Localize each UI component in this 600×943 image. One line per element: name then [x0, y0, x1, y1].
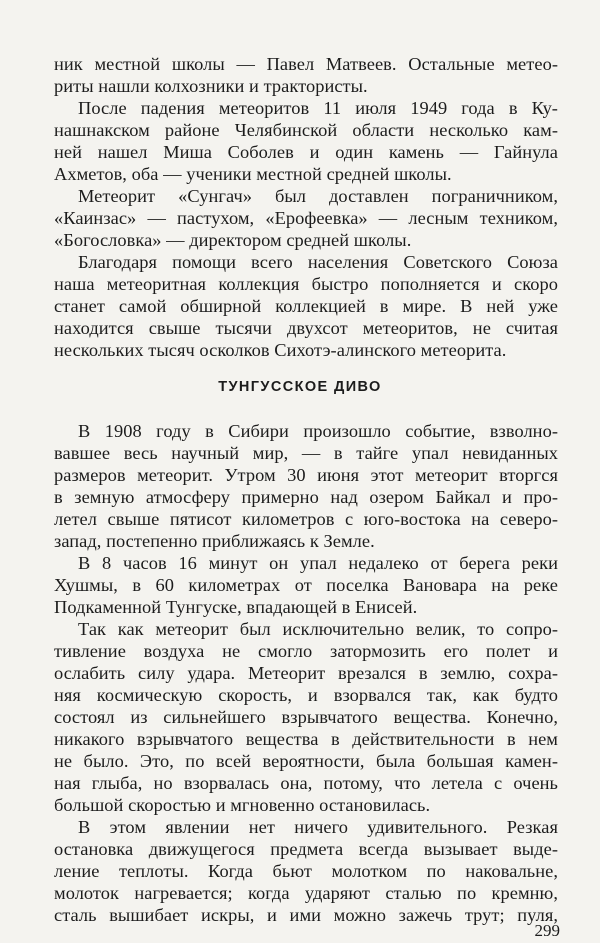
text-line: ней нашел Миша Соболев и один камень — Гайнула [54, 142, 558, 162]
text-line: Подкаменной Тунгуске, впадающей в Енисей. [54, 597, 418, 617]
text-line: вавшее весь научный мир, — в тайге упал невиданных [54, 443, 558, 463]
text-line: В 8 часов 16 минут он упал недалеко от берега реки [78, 553, 558, 573]
text-line: ная глыба, но взорвалась она, потому, что летела с очень [54, 773, 558, 793]
text-line: наша метеоритная коллекция быстро пополняется и скоро [54, 274, 558, 294]
text-line: «Богословка» — директором средней школы. [54, 230, 412, 250]
text-line: нескольких тысяч осколков Сихотэ-алинского метеорита. [54, 340, 507, 360]
text-line: няя космическую скорость, и взорвался так, как будто [54, 685, 558, 705]
text-line: риты нашли колхозники и трактористы. [54, 76, 368, 96]
text-line: запад, постепенно приближаясь к Земле. [54, 531, 375, 551]
text-line: В этом явлении нет ничего удивительного. Резкая [78, 817, 558, 837]
text-line: В 1908 году в Сибири произошло событие, взволно- [78, 421, 558, 441]
text-line: После падения метеоритов 11 июля 1949 года в Ку- [78, 98, 558, 118]
text-line: Хушмы, в 60 километрах от поселка Вановара на реке [54, 575, 558, 595]
text-line: летел свыше пятисот километров с юго-востока на северо- [54, 509, 558, 529]
text-line: находится свыше тысячи двухсот метеоритов, не считая [54, 318, 558, 338]
text-line: Ахметов, оба — ученики местной средней школы. [54, 164, 452, 184]
section-heading: ТУНГУССКОЕ ДИВО [218, 379, 382, 395]
text-line: состоял из сильнейшего взрывчатого вещества. Конечно, [54, 707, 558, 727]
text-line: нашнакском районе Челябинской области несколько кам- [54, 120, 558, 140]
text-line: ослабить силу удара. Метеорит врезался в землю, сохра- [54, 663, 558, 683]
text-line: не было. Это, по всей вероятности, была большая камен- [54, 751, 558, 771]
text-line: ник местной школы — Павел Матвеев. Остальные метео- [54, 54, 558, 74]
text-line: «Каинзас» — пастухом, «Ерофеевка» — лесным техником, [54, 208, 558, 228]
page-number: 299 [534, 921, 560, 940]
text-line: остановка движущегося предмета всегда вызывает выде- [54, 839, 558, 859]
text-line: в земную атмосферу примерно над озером Байкал и про- [54, 487, 558, 507]
text-line: ление теплоты. Когда бьют молотком по наковальне, [54, 861, 558, 881]
text-line: никакого взрывчатого вещества в действительности в нем [54, 729, 558, 749]
text-line: сталь вышибает искры, и ими можно зажечь трут; пуля, [54, 905, 558, 925]
text-line: Так как метеорит был исключительно велик, то сопро- [78, 619, 558, 639]
text-line: тивление воздуха не смогло затормозить его полет и [54, 641, 558, 661]
text-line: станет самой обширной коллекцией в мире. В ней уже [54, 296, 558, 316]
text-line: Метеорит «Сунгач» был доставлен пограничником, [78, 186, 558, 206]
text-line: молоток нагревается; когда ударяют сталью по кремню, [54, 883, 558, 903]
text-line: размеров метеорит. Утром 30 июня этот метеорит вторгся [54, 465, 558, 485]
text-line: большой скоростью и мгновенно остановилась. [54, 795, 431, 815]
text-line: Благодаря помощи всего населения Советского Союза [78, 252, 558, 272]
